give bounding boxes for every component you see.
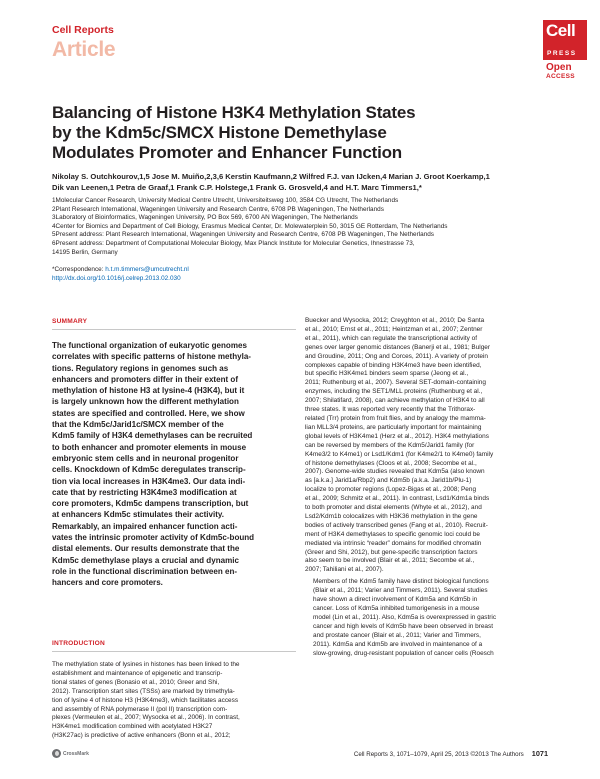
right-line: lian MLL3/4 proteins, are particularly important for maintaining	[305, 423, 482, 431]
summary-line: correlates with specific patterns of histone methyla-	[52, 352, 251, 362]
title-line: Modulates Promoter and Enhancer Function	[52, 143, 402, 162]
logo-word: Cell	[546, 21, 576, 40]
access-label: ACCESS	[546, 73, 575, 80]
intro-line: (H3K27ac) is predictive of active enhancers (Bonn et al., 2012;	[52, 732, 231, 740]
introduction-divider	[52, 651, 296, 652]
doi-link[interactable]: http://dx.doi.org/10.1016/j.celrep.2013.02.030	[52, 275, 181, 282]
right-line: 2007; Tahiliani et al., 2007).	[305, 566, 384, 574]
author-line: Nikolay S. Outchkourov,1,5 Jose M. Muiño,2,3,6 Kerstin Kaufmann,2 Wilfred F.J. van IJcken,4 Marian J. Groot Koerkamp,1	[52, 172, 490, 181]
right-line: have shown a direct involvement of Kdm5a and Kdm5b in	[313, 596, 478, 604]
correspondence-label: *Correspondence:	[52, 266, 106, 273]
summary-line: The functional organization of eukaryotic genomes	[52, 341, 247, 350]
right-column-text	[305, 317, 550, 658]
right-line: cancer. Loss of Kdm5a inhibited tumorigenesis in a mouse	[313, 605, 480, 612]
affiliation: 14195 Berlin, Germany	[52, 248, 118, 256]
summary-divider	[52, 329, 296, 330]
summary-heading: SUMMARY	[52, 318, 88, 325]
summary-line: cate that by restricting H3K4me3 modification at	[52, 487, 237, 497]
correspondence	[52, 266, 189, 275]
page-footer	[354, 749, 548, 758]
summary-line: vates the intrinsic promoter activity of Kdm5c-bound	[52, 533, 255, 543]
crossmark-icon	[52, 749, 61, 758]
right-line: 2011; Ruthenburg et al., 2007). Several SET-domain-containing	[305, 379, 486, 387]
cell-press-logo[interactable]	[543, 20, 587, 60]
intro-line: tional states of genes (Bonasio et al., 2010; Greer and Shi,	[52, 678, 220, 686]
right-line: slow-growing, drug-resistant population of cancer cells (Roesch	[313, 649, 494, 657]
right-line: K4me3/2 to K4me1) or Lsd1/Kdm1 (for K4me2/1 to K4me0) family	[305, 450, 494, 458]
affiliation: 3Laboratory of Bioinformatics, Wageningen University, PO Box 569, 6700 AN Wageningen, The Netherlands	[52, 214, 358, 222]
right-line: mediated via intrinsic “reader” domains for modified chromatin	[305, 539, 482, 547]
intro-line: establishment and maintenance of epigenetic and transcrip-	[52, 669, 223, 677]
right-line: complexes capable of binding H3K4me3 have been identified,	[305, 361, 482, 369]
summary-line: distal elements. Our results demonstrate that the	[52, 544, 240, 554]
right-line: as [a.k.a.] Jarid1a/Rbp2) and Kdm5b (a.k.a. Jarid1b/Plu-1)	[305, 477, 472, 485]
summary-line: cells. Knockdown of Kdm5c deregulates transcrip-	[52, 465, 246, 475]
summary-text	[52, 340, 296, 589]
right-line: related (Trr) protein from fruit flies, and by analogy the mamma-	[305, 414, 486, 422]
intro-line: H3K4me1 modification combined with acetylated H3K27	[52, 723, 213, 731]
summary-line: Kdm5 family of H3K4 demethylases can be recruited	[52, 431, 253, 441]
right-line: 2011). Kdm5a and Kdm5b are involved in maintenance of a	[313, 640, 483, 648]
right-line: et al., 2011), which can regulate the transcriptional activity of	[305, 334, 477, 342]
right-line: Members of the Kdm5 family have distinct biological functions	[313, 578, 489, 586]
right-paragraph-1	[305, 317, 550, 575]
affiliation: 5Present address: Plant Research International, Wageningen University and Research Centre, 6708 PB Wageningen, The Netherlands	[52, 231, 435, 239]
right-line: also seem to be involved (Blair et al., 2011; Secombe et al.,	[305, 557, 475, 565]
summary-line: is largely unknown how the different methylation	[52, 397, 239, 407]
summary-line: to both enhancer and promoter elements in mouse	[52, 442, 247, 452]
open-access-badge	[546, 62, 575, 80]
right-line: (Greer and Shi, 2012), but gene-specific transcription factors	[305, 548, 478, 556]
right-line: can be reversed by members of the Kdm5/Jarid1 family (for	[305, 441, 475, 449]
crossmark-badge[interactable]	[52, 749, 89, 758]
intro-line: tion of lysine 4 of histone H3 (H3K4me3), which facilitates access	[52, 696, 239, 704]
summary-line: tions. Regulatory regions in genomes such as	[52, 363, 229, 373]
affiliation: 2Plant Research International, Wageningen University and Research Centre, 6708 PB Wageningen, The Netherlands	[52, 205, 384, 213]
right-line: three states. It was reported very recently that the Trithorax-	[305, 406, 476, 414]
title-line: Balancing of Histone H3K4 Methylation States	[52, 103, 416, 122]
right-line: localize to promoter regions (Lopez-Bigas et al., 2008; Peng	[305, 486, 477, 494]
correspondence-email-link[interactable]: h.t.m.timmers@umcutrecht.nl	[105, 266, 189, 273]
author-list	[52, 171, 552, 193]
title-line: by the Kdm5c/SMCX Histone Demethylase	[52, 123, 387, 142]
summary-line: Kdm5c demethylase plays a crucial and dynamic	[52, 555, 239, 565]
intro-line: 2012). Transcription start sites (TSSs) are marked by trimethyla-	[52, 687, 235, 695]
summary-line: tion via local increases in H3K4me3. Our data indi-	[52, 476, 246, 486]
right-line: et al., 2010; Ernst et al., 2011; Heintzman et al., 2007; Zentner	[305, 325, 483, 333]
logo-sub: PRESS	[547, 50, 577, 57]
affiliation: 6Present address: Department of Computational Molecular Biology, Max Planck Institute for Molecular Genetics, Ihnestrasse 73,	[52, 239, 415, 247]
right-line: and Groudine, 2011; Ong and Corces, 2011). A variety of protein	[305, 352, 488, 360]
crossmark-label: CrossMark	[63, 750, 89, 757]
summary-line: embryonic stem cells and in neuronal progenitor	[52, 453, 239, 463]
right-line: model (Lin et al., 2011). Also, Kdm5a is overexpressed in gastric	[313, 613, 497, 621]
open-label: Open	[546, 62, 572, 73]
right-line: and prostate cancer (Blair et al., 2011; Varier and Timmers,	[313, 631, 481, 639]
summary-line: Remarkably, an impaired enhancer function acti-	[52, 521, 238, 531]
right-line: et al., 2009; Schmitz et al., 2011). In contrast, Lsd1/Kdm1a binds	[305, 495, 490, 503]
journal-name: Cell Reports	[52, 24, 114, 36]
introduction-heading: INTRODUCTION	[52, 640, 105, 647]
summary-line: enhancers and promoters differ in their extent of	[52, 374, 239, 384]
intro-line: The methylation state of lysines in histones has been linked to the	[52, 661, 240, 668]
intro-line: plexes (Vermeulen et al., 2007; Wysocka et al., 2006). In contrast,	[52, 714, 240, 722]
right-line: Lsd2/Kdm1b colocalizes with H3K36 methylation in the gene	[305, 512, 478, 520]
right-line: global levels of H3K4me1 (Herz et al., 2012). H3K4 methylations	[305, 432, 489, 440]
right-line: 2007). Genome-wide studies revealed that Kdm5a (also known	[305, 468, 485, 476]
page-number: 1071	[531, 749, 548, 758]
article-title	[52, 103, 522, 163]
summary-line: hancers and core promoters.	[52, 578, 163, 588]
summary-line: states are specified and controlled. Here, we show	[52, 408, 245, 418]
right-line: Buecker and Wysocka, 2012; Creyghton et al., 2010; De Santa	[305, 317, 485, 324]
summary-line: at enhancers Kdm5c stimulates their activity.	[52, 510, 225, 520]
right-line: cancer and high levels of Kdm5b have been observed in breast	[313, 622, 494, 630]
affiliations	[52, 197, 552, 257]
right-line: 2007; Shilatifard, 2008), can achieve methylation of H3K4 to all	[305, 397, 485, 405]
author-line: Dik van Leenen,1 Petra de Graaf,1 Frank C.P. Holstege,1 Frank G. Grosveld,4 and H.T. Marc Timmers1,*	[52, 183, 422, 192]
summary-line: methylation of histone H3 at lysine-4 (H3K4), but it	[52, 386, 245, 396]
right-line: genes over larger genomic distances (Banerji et al., 1981; Bulger	[305, 343, 491, 351]
affiliation: 4Center for Biomics and Department of Cell Biology, Erasmus Medical Center, Dr. Molewaterplein 50, 3015 GE Rotterdam, The Netherlands	[52, 222, 448, 230]
summary-line: that the Kdm5c/Jarid1c/SMCX member of the	[52, 420, 224, 430]
intro-line: and assembly of RNA polymerase II (pol II) transcription com-	[52, 705, 228, 713]
right-line: enzymes, including the SET1/MLL proteins (Ruthenburg et al.,	[305, 388, 483, 396]
right-line: of histone demethylases (Cloos et al., 2008; Secombe et al.,	[305, 459, 477, 467]
right-paragraph-2	[305, 578, 550, 658]
right-line: (Blair et al., 2011; Varier and Timmers, 2011). Several studies	[313, 587, 488, 595]
introduction-text	[52, 661, 296, 741]
footer-citation: Cell Reports 3, 1071–1079, April 25, 2013 ©2013 The Authors	[353, 751, 524, 758]
summary-line: core promoters, Kdm5c dampens transcription, but	[52, 499, 249, 509]
right-line: bodies of actively transcribed genes (Fang et al., 2010). Recruit-	[305, 521, 488, 529]
right-line: but specific H3K4me1 binders seem sparse (Jeong et al.,	[305, 370, 469, 378]
affiliation: 1Molecular Cancer Research, University Medical Centre Utrecht, Universiteitsweg 100, 3584 CG Utrecht, The Netherlands	[52, 197, 399, 204]
right-line: ment of H3K4 demethylases to specific genomic loci could be	[305, 530, 480, 538]
right-line: to both promoter and distal elements (Whyte et al., 2012), and	[305, 504, 482, 512]
article-type: Article	[52, 38, 116, 61]
summary-line: role in the functional discrimination between en-	[52, 566, 238, 576]
